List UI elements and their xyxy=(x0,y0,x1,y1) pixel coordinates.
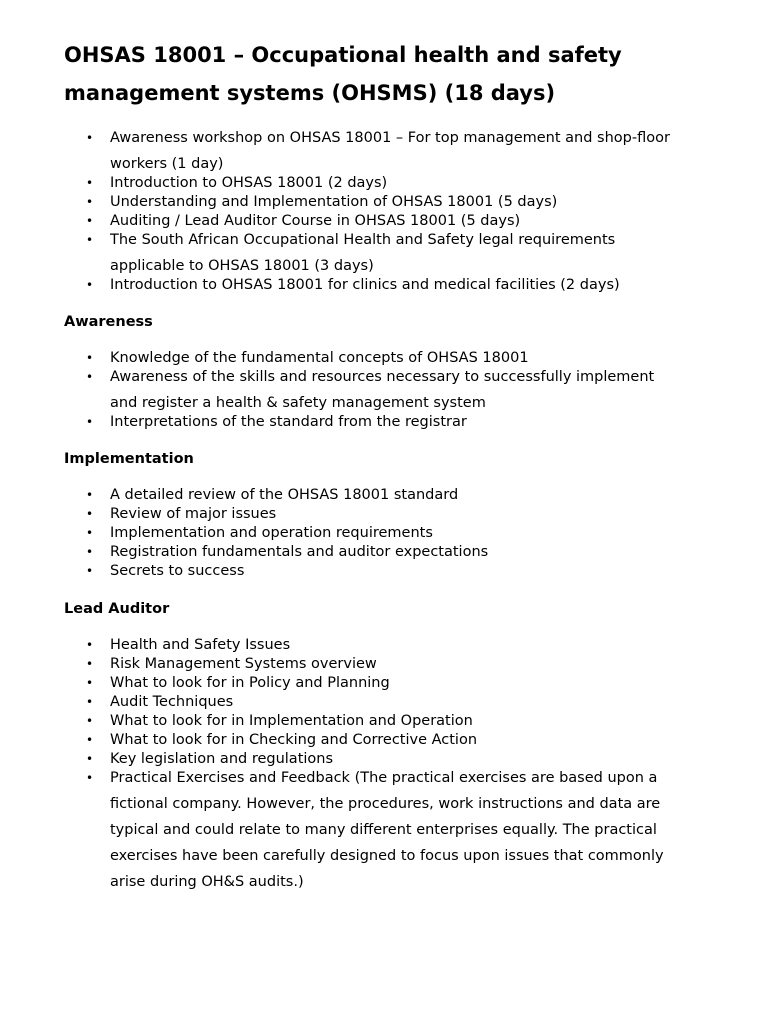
list-item-text: Introduction to OHSAS 18001 for clinics and medical facilities (2 days) xyxy=(110,277,620,293)
list-item-text: The South African Occupational Health and Safety legal requirements xyxy=(110,232,616,248)
bullet-icon: • xyxy=(86,278,94,292)
list-item xyxy=(0,750,768,769)
list-item xyxy=(0,655,768,674)
list-item-text: applicable to OHSAS 18001 (3 days) xyxy=(110,258,374,274)
list-item xyxy=(0,562,768,581)
lead-auditor-heading: Lead Auditor xyxy=(64,601,170,617)
list-item xyxy=(0,212,768,231)
list-item xyxy=(0,636,768,655)
list-item-text: Secrets to success xyxy=(110,563,245,579)
bullet-icon: • xyxy=(86,233,94,247)
list-item-text: Introduction to OHSAS 18001 (2 days) xyxy=(110,175,388,191)
list-item-text: Audit Techniques xyxy=(110,694,234,710)
list-item-text: workers (1 day) xyxy=(110,156,224,172)
bullet-icon: • xyxy=(86,488,94,502)
list-item-text: A detailed review of the OHSAS 18001 standard xyxy=(110,487,459,503)
bullet-icon: • xyxy=(86,733,94,747)
list-item xyxy=(0,543,768,562)
list-item-text: Health and Safety Issues xyxy=(110,637,291,653)
list-item xyxy=(0,129,768,174)
list-item xyxy=(0,231,768,276)
list-item-text: typical and could relate to many different enterprises equally. The practical xyxy=(110,822,657,838)
list-item-text: arise during OH&S audits.) xyxy=(110,874,304,890)
list-item xyxy=(0,174,768,193)
list-item-text: Key legislation and regulations xyxy=(110,751,334,767)
bullet-icon: • xyxy=(86,545,94,559)
list-item-text: What to look for in Policy and Planning xyxy=(110,675,390,691)
bullet-icon: • xyxy=(86,695,94,709)
bullet-icon: • xyxy=(86,564,94,578)
bullet-icon: • xyxy=(86,415,94,429)
bullet-icon: • xyxy=(86,214,94,228)
list-item xyxy=(0,276,768,295)
list-item xyxy=(0,731,768,750)
list-item-text: What to look for in Checking and Corrective Action xyxy=(110,732,478,748)
title-line-1: OHSAS 18001 – Occupational health and safety xyxy=(64,43,622,67)
lead-auditor-list xyxy=(0,636,768,892)
bullet-icon: • xyxy=(86,195,94,209)
awareness-list xyxy=(0,349,768,432)
list-item-text: fictional company. However, the procedures, work instructions and data are xyxy=(110,796,661,812)
list-item-text: exercises have been carefully designed to focus upon issues that commonly xyxy=(110,848,664,864)
bullet-icon: • xyxy=(86,771,94,785)
list-item xyxy=(0,349,768,368)
bullet-icon: • xyxy=(86,752,94,766)
bullet-icon: • xyxy=(86,351,94,365)
bullet-icon: • xyxy=(86,370,94,384)
list-item xyxy=(0,505,768,524)
list-item xyxy=(0,413,768,432)
list-item xyxy=(0,769,768,892)
list-item-text: Knowledge of the fundamental concepts of OHSAS 18001 xyxy=(110,350,529,366)
implementation-list xyxy=(0,486,768,581)
list-item-text: Registration fundamentals and auditor expectations xyxy=(110,544,489,560)
list-item-text: Practical Exercises and Feedback (The practical exercises are based upon a xyxy=(110,770,658,786)
list-item-text: Auditing / Lead Auditor Course in OHSAS 18001 (5 days) xyxy=(110,213,521,229)
list-item-text: Understanding and Implementation of OHSAS 18001 (5 days) xyxy=(110,194,558,210)
bullet-icon: • xyxy=(86,526,94,540)
implementation-heading: Implementation xyxy=(64,451,194,467)
bullet-icon: • xyxy=(86,131,94,145)
list-item xyxy=(0,693,768,712)
list-item-text: Awareness of the skills and resources necessary to successfully implement xyxy=(110,369,655,385)
bullet-icon: • xyxy=(86,638,94,652)
list-item-text: What to look for in Implementation and Operation xyxy=(110,713,473,729)
list-item-text: Awareness workshop on OHSAS 18001 – For top management and shop-floor xyxy=(110,130,670,146)
bullet-icon: • xyxy=(86,714,94,728)
bullet-icon: • xyxy=(86,657,94,671)
bullet-icon: • xyxy=(86,176,94,190)
list-item-text: and register a health & safety management system xyxy=(110,395,486,411)
list-item xyxy=(0,674,768,693)
list-item xyxy=(0,712,768,731)
bullet-icon: • xyxy=(86,676,94,690)
list-item xyxy=(0,193,768,212)
awareness-heading: Awareness xyxy=(64,314,153,330)
list-item xyxy=(0,524,768,543)
list-item-text: Review of major issues xyxy=(110,506,277,522)
course-list xyxy=(0,129,768,295)
title-line-2: management systems (OHSMS) (18 days) xyxy=(64,81,556,105)
list-item xyxy=(0,368,768,413)
list-item-text: Risk Management Systems overview xyxy=(110,656,377,672)
document-title xyxy=(64,36,744,112)
bullet-icon: • xyxy=(86,507,94,521)
list-item xyxy=(0,486,768,505)
list-item-text: Interpretations of the standard from the registrar xyxy=(110,414,467,430)
list-item-text: Implementation and operation requirements xyxy=(110,525,433,541)
